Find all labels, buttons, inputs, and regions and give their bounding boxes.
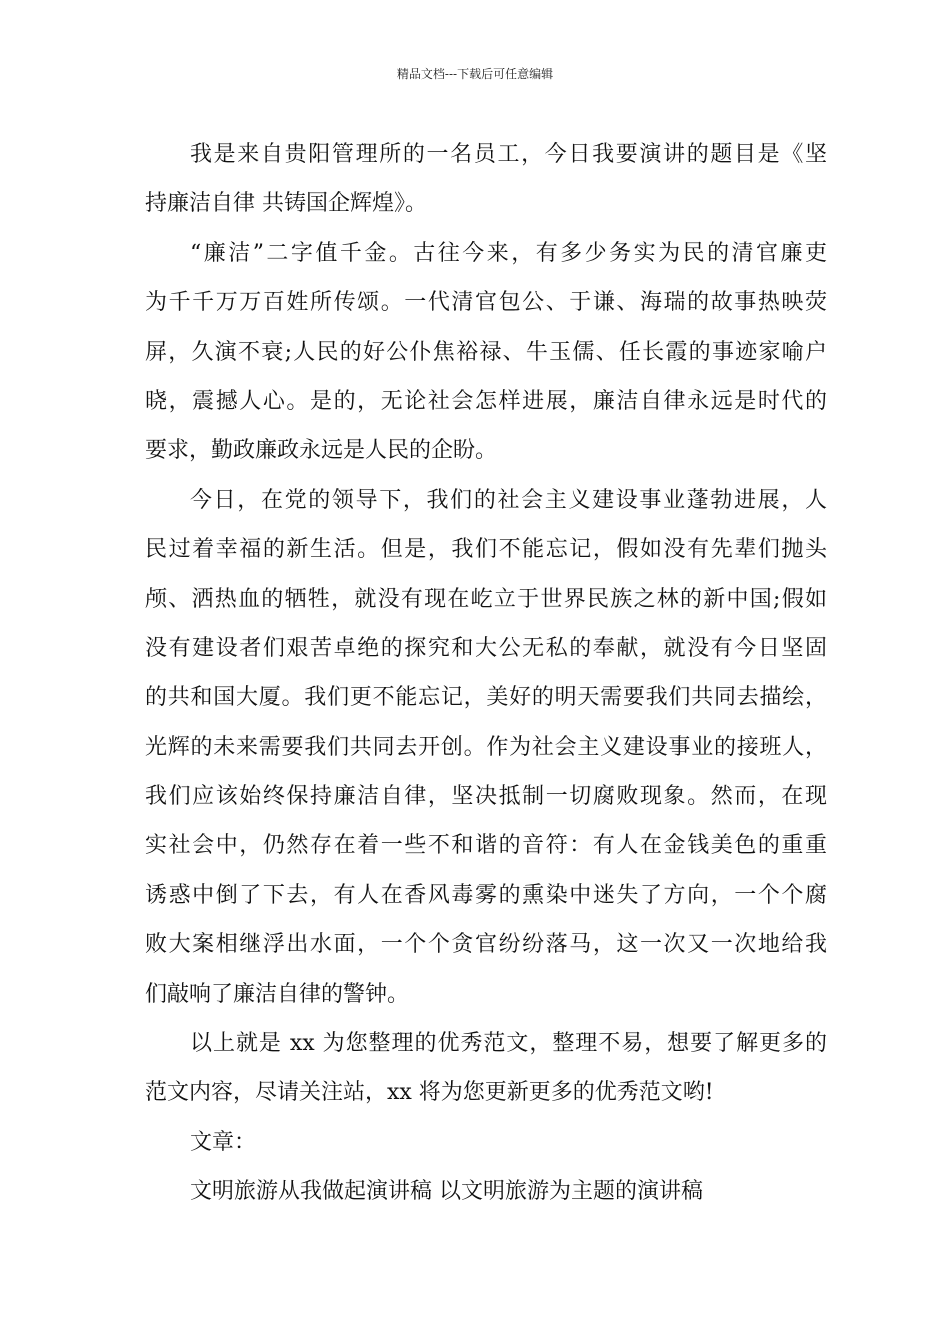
text-line: 的共和国大厦。我们更不能忘记，美好的明天需要我们共同去描绘， — [145, 685, 827, 711]
text-line: 持廉洁自律 共铸国企辉煌》。 — [145, 191, 427, 217]
text-line: 颅、洒热血的牺牲，就没有现在屹立于世界民族之林的新中国;假如 — [145, 586, 827, 612]
text-line: 文章： — [190, 1129, 257, 1155]
text-line: 败大案相继浮出水面，一个个贪官纷纷落马，这一次又一次地给我 — [145, 932, 827, 958]
text-line: 我们应该始终保持廉洁自律，坚决抵制一切腐败现象。然而，在现 — [145, 784, 827, 810]
text-line: 晓，震撼人心。是的，无论社会怎样进展，廉洁自律永远是时代的 — [145, 388, 827, 414]
text-line: 要求，勤政廉政永远是人民的企盼。 — [145, 438, 498, 464]
text-line: 今日，在党的领导下，我们的社会主义建设事业蓬勃进展，人 — [190, 487, 827, 513]
text-line: 没有建设者们艰苦卓绝的探究和大公无私的奉献，就没有今日坚固 — [145, 635, 827, 661]
text-line: 我是来自贵阳管理所的一名员工，今日我要演讲的题目是《坚 — [190, 142, 827, 167]
page-header: 精品文档---下载后可任意编辑 — [396, 67, 554, 81]
text-line: 实社会中，仍然存在着一些不和谐的音符：有人在金钱美色的重重 — [145, 833, 827, 859]
text-line: 范文内容，尽请关注站，xx 将为您更新更多的优秀范文哟! — [145, 1080, 714, 1106]
document-body — [145, 130, 827, 1217]
text-line: 光辉的未来需要我们共同去开创。作为社会主义建设事业的接班人， — [145, 734, 827, 760]
text-line: 为千千万万百姓所传颂。一代清官包公、于谦、海瑞的故事热映荧 — [145, 290, 827, 316]
text-line: “廉洁”二字值千金。古往今来，有多少务实为民的清官廉吏 — [190, 240, 827, 266]
text-line: 民过着幸福的新生活。但是，我们不能忘记，假如没有先辈们抛头 — [145, 537, 827, 563]
text-line: 屏，久演不衰;人民的好公仆焦裕禄、牛玉儒、任长霞的事迹家喻户 — [145, 339, 827, 365]
text-line: 文明旅游从我做起演讲稿 以文明旅游为主题的演讲稿 — [190, 1179, 703, 1205]
text-line: 们敲响了廉洁自律的警钟。 — [145, 981, 410, 1007]
text-line: 诱惑中倒了下去，有人在香风毒雾的熏染中迷失了方向，一个个腐 — [145, 882, 827, 908]
text-line: 以上就是 xx 为您整理的优秀范文，整理不易，想要了解更多的 — [190, 1031, 827, 1057]
